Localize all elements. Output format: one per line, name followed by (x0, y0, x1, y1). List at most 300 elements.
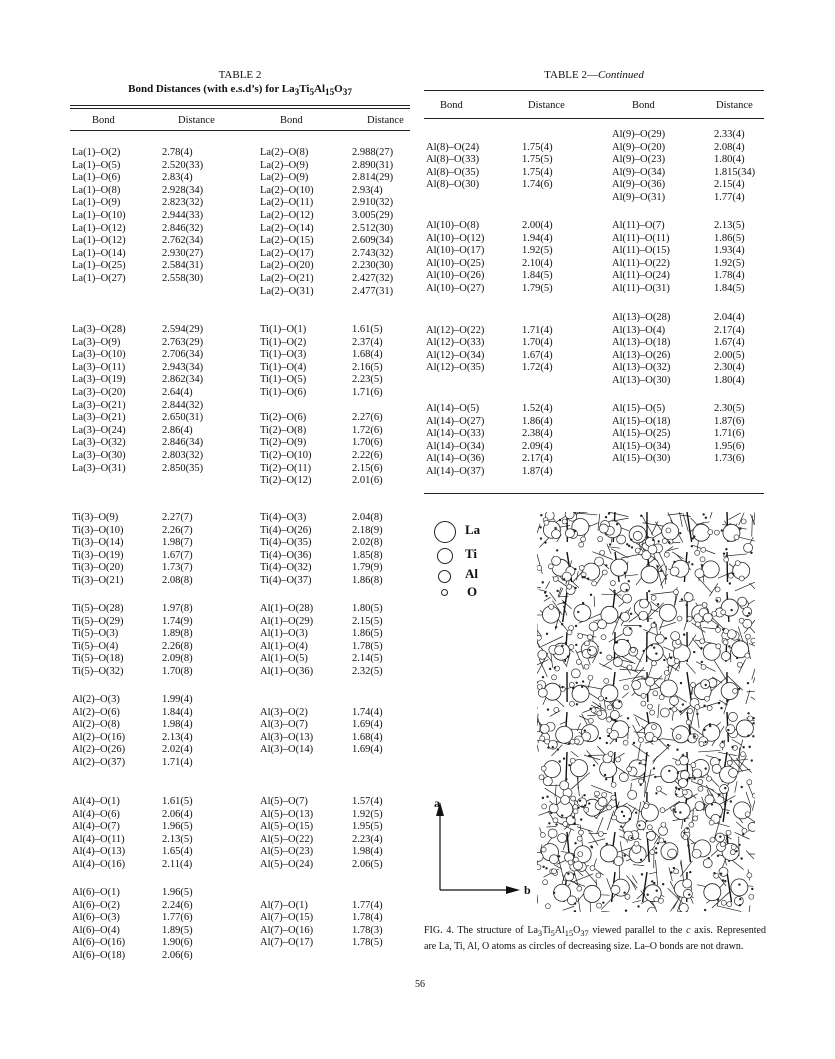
bond-cell: La(3)–O(24) (72, 424, 126, 436)
bond-cell: Al(10)–O(17) (426, 245, 485, 257)
distance-cell: 2.06(4) (162, 808, 193, 820)
bond-cell: Al(12)–O(34) (426, 349, 485, 361)
distance-cell: 1.77(6) (162, 912, 193, 924)
distance-cell: 1.74(4) (352, 706, 383, 718)
bond-cell: La(1)–O(12) (72, 222, 126, 234)
distance-cell: 2.814(29) (352, 172, 394, 184)
distance-cell: 1.67(7) (162, 549, 193, 561)
table-rule (424, 118, 764, 119)
bond-cell: Al(5)–O(13) (260, 808, 314, 820)
distance-cell: 2.83(4) (162, 172, 193, 184)
right-title-italic: Continued (597, 69, 644, 81)
distance-cell: 2.844(32) (162, 399, 204, 411)
bond-cell: Al(1)–O(28) (260, 603, 314, 614)
bond-cell: Ti(4)–O(37) (260, 575, 312, 586)
distance-cell: 2.763(29) (162, 336, 204, 348)
bond-cell: Ti(5)–O(32) (72, 666, 124, 677)
bond-cell: La(2)–O(10) (260, 184, 314, 196)
bond-cell: Ti(3)–O(14) (72, 537, 124, 549)
distance-cell: 1.98(4) (162, 719, 193, 731)
distance-cell: 2.706(34) (162, 349, 204, 361)
distance-cell: 1.71(6) (352, 387, 383, 398)
bond-cell: Al(6)–O(4) (72, 924, 120, 936)
distance-cell: 2.13(4) (162, 731, 193, 743)
distance-cell: 1.52(4) (522, 403, 553, 414)
bond-cell: La(3)–O(11) (72, 361, 126, 373)
distance-cell: 2.17(4) (714, 324, 745, 336)
distance-cell: 1.74(6) (522, 179, 553, 191)
distance-cell: 1.99(4) (162, 694, 193, 705)
formula-el: O (334, 83, 343, 95)
bond-cell: La(1)–O(2) (72, 147, 121, 158)
distance-cell: 2.520(33) (162, 159, 204, 171)
bond-cell: Al(8)–O(35) (426, 166, 480, 178)
bond-cell: La(3)–O(31) (72, 462, 126, 474)
header-bond: Bond (280, 115, 303, 126)
bond-cell: La(3)–O(10) (72, 349, 126, 361)
distance-cell: 2.477(31) (352, 285, 394, 297)
la-circle-icon (434, 521, 456, 543)
bond-cell: Al(8)–O(30) (426, 179, 480, 191)
bond-cell: Ti(3)–O(21) (72, 575, 124, 586)
bond-cell: La(1)–O(25) (72, 260, 126, 272)
bond-cell: La(3)–O(28) (72, 324, 126, 335)
bond-cell: La(3)–O(30) (72, 450, 126, 461)
distance-cell: 2.910(32) (352, 197, 394, 209)
distance-cell: 2.27(7) (162, 512, 193, 523)
bond-cell: Ti(4)–O(26) (260, 524, 312, 536)
distance-cell: 2.762(34) (162, 235, 204, 247)
bond-cell: Al(15)–O(5) (612, 403, 666, 414)
bond-cell: Al(9)–O(34) (612, 166, 666, 178)
bond-cell: La(2)–O(17) (260, 247, 314, 259)
distance-cell: 2.13(5) (162, 833, 193, 845)
distance-cell: 1.78(3) (352, 924, 383, 936)
distance-cell: 2.10(4) (522, 257, 553, 269)
bond-cell: La(3)–O(19) (72, 374, 126, 386)
distance-cell: 1.79(5) (522, 283, 553, 294)
bond-cell: La(2)–O(20) (260, 260, 314, 272)
distance-cell: 2.584(31) (162, 260, 204, 272)
distance-cell: 2.22(6) (352, 450, 383, 461)
distance-cell: 1.85(8) (352, 549, 383, 561)
distance-cell: 1.77(4) (714, 192, 745, 203)
bond-cell: Al(10)–O(12) (426, 232, 485, 244)
distance-cell: 1.86(5) (352, 628, 383, 640)
bond-cell: Ti(3)–O(20) (72, 562, 124, 574)
formula-sub: 15 (325, 87, 335, 98)
distance-cell: 1.80(4) (714, 154, 745, 166)
distance-cell: 2.93(4) (352, 184, 383, 196)
bond-cell: Al(1)–O(4) (260, 640, 308, 652)
bond-cell: Ti(3)–O(19) (72, 549, 124, 561)
distance-cell: 2.38(4) (522, 428, 553, 440)
distance-cell: 2.64(4) (162, 387, 193, 398)
bond-cell: Ti(4)–O(3) (260, 512, 307, 523)
bond-cell: Al(12)–O(22) (426, 324, 485, 336)
bond-cell: Ti(2)–O(11) (260, 462, 312, 474)
distance-cell: 2.743(32) (352, 247, 394, 259)
bond-cell: Al(5)–O(23) (260, 846, 314, 858)
bond-cell: Al(9)–O(36) (612, 179, 666, 191)
distance-cell: 1.95(6) (714, 440, 745, 452)
distance-cell: 1.73(7) (162, 562, 193, 574)
distance-cell: 1.89(8) (162, 628, 193, 640)
bond-cell: Al(8)–O(24) (426, 141, 480, 153)
distance-cell: 2.943(34) (162, 361, 204, 373)
distance-cell: 1.70(6) (352, 437, 383, 449)
table-rule (70, 130, 410, 131)
distance-cell: 1.84(5) (522, 270, 553, 282)
distance-cell: 2.00(5) (714, 349, 745, 361)
formula-sub: 3 (294, 87, 300, 98)
distance-cell: 2.846(32) (162, 222, 204, 234)
distance-cell: 1.78(5) (352, 640, 383, 652)
bond-cell: La(1)–O(8) (72, 184, 121, 196)
bond-cell: La(1)–O(6) (72, 172, 121, 184)
subtitle-prefix: Bond Distances (with e.s.d’s) for La (128, 83, 295, 95)
distance-cell: 2.26(8) (162, 640, 193, 652)
bond-cell: Al(10)–O(27) (426, 283, 485, 294)
distance-cell: 2.988(27) (352, 147, 394, 158)
distance-cell: 2.823(32) (162, 197, 204, 209)
distance-cell: 1.92(5) (522, 245, 553, 257)
bond-cell: Ti(1)–O(5) (260, 374, 307, 386)
distance-cell: 2.17(4) (522, 453, 553, 465)
legend-al: Al (465, 566, 478, 581)
distance-cell: 1.75(5) (522, 154, 553, 166)
bond-cell: Al(6)–O(16) (72, 937, 126, 949)
distance-cell: 1.57(4) (352, 796, 383, 807)
distance-cell: 1.87(6) (714, 415, 745, 427)
distance-cell: 1.71(4) (162, 757, 193, 768)
distance-cell: 1.97(8) (162, 603, 193, 614)
distance-cell: 2.18(9) (352, 524, 383, 536)
bond-cell: La(2)–O(31) (260, 285, 314, 297)
bond-cell: Ti(5)–O(18) (72, 653, 124, 665)
distance-cell: 1.95(5) (352, 821, 383, 833)
distance-cell: 2.86(4) (162, 424, 193, 436)
bond-cell: Ti(2)–O(8) (260, 424, 307, 436)
axis-a-label: a (434, 796, 440, 810)
bond-cell: Ti(2)–O(10) (260, 450, 312, 461)
bond-cell: Ti(5)–O(28) (72, 603, 124, 614)
bond-cell: Al(2)–O(8) (72, 719, 120, 731)
legend-la: La (465, 522, 481, 537)
bond-cell: Ti(1)–O(4) (260, 361, 307, 373)
distance-cell: 1.93(4) (714, 245, 745, 257)
bond-cell: Al(10)–O(26) (426, 270, 485, 282)
distance-cell: 1.74(9) (162, 615, 193, 627)
distance-cell: 1.80(4) (714, 375, 745, 386)
bond-cell: Al(9)–O(23) (612, 154, 666, 166)
header-distance: Distance (367, 115, 404, 126)
bond-cell: La(1)–O(9) (72, 197, 121, 209)
distance-cell: 2.803(32) (162, 450, 204, 461)
distance-cell: 1.86(8) (352, 575, 383, 586)
left-table-subtitle (70, 83, 410, 97)
distance-cell: 2.02(8) (352, 537, 383, 549)
distance-cell: 1.80(5) (352, 603, 383, 614)
distance-cell: 2.78(4) (162, 147, 193, 158)
bond-cell: Al(4)–O(1) (72, 796, 120, 807)
distance-cell: 1.78(4) (714, 270, 745, 282)
bond-cell: Al(4)–O(13) (72, 846, 126, 858)
table-rule (70, 105, 410, 106)
distance-cell: 1.84(5) (714, 283, 745, 294)
header-distance: Distance (528, 100, 565, 111)
caption-sub: 5 (550, 929, 555, 938)
bond-cell: Al(2)–O(26) (72, 744, 126, 756)
distance-cell: 2.890(31) (352, 159, 394, 171)
distance-cell: 2.862(34) (162, 374, 204, 386)
crystal-structure-image (537, 512, 755, 912)
bond-cell: Al(11)–O(11) (612, 232, 670, 244)
header-bond: Bond (632, 100, 655, 111)
distance-cell: 1.92(5) (714, 257, 745, 269)
distance-cell: 2.427(32) (352, 273, 394, 284)
distance-cell: 1.94(4) (522, 232, 553, 244)
caption-sub: 3 (537, 929, 543, 938)
distance-cell: 2.14(5) (352, 653, 383, 665)
distance-cell: 1.68(4) (352, 731, 383, 743)
bond-cell: Ti(5)–O(4) (72, 640, 119, 652)
legend-o: O (467, 584, 478, 599)
bond-cell: La(2)–O(12) (260, 210, 314, 221)
distance-cell: 2.26(7) (162, 524, 193, 536)
distance-cell: 2.609(34) (352, 235, 394, 247)
bond-cell: Ti(1)–O(6) (260, 387, 307, 398)
bond-cell: Al(13)–O(26) (612, 349, 671, 361)
bond-cell: Al(6)–O(3) (72, 912, 120, 924)
distance-cell: 2.13(5) (714, 220, 745, 231)
distance-cell: 2.04(8) (352, 512, 383, 523)
distance-cell: 2.512(30) (352, 222, 394, 234)
caption-italic: c (686, 925, 691, 936)
bond-cell: Ti(1)–O(3) (260, 349, 307, 361)
formula-el: Al (314, 83, 326, 95)
bond-cell: La(1)–O(12) (72, 235, 126, 247)
distance-cell: 2.15(6) (352, 462, 383, 474)
bond-cell: Ti(4)–O(36) (260, 549, 312, 561)
right-table-title (424, 69, 764, 81)
bond-cell: Al(2)–O(3) (72, 694, 120, 705)
bond-cell: Al(2)–O(37) (72, 757, 126, 768)
table-rule (424, 90, 764, 91)
distance-cell: 2.944(33) (162, 210, 204, 221)
distance-cell: 1.69(4) (352, 719, 383, 731)
bond-cell: Al(5)–O(22) (260, 833, 314, 845)
caption-text: FIG. 4. The structure of La (424, 925, 538, 936)
table-rule (70, 108, 410, 109)
distance-cell: 2.27(6) (352, 412, 383, 424)
distance-cell: 2.08(8) (162, 575, 193, 586)
distance-cell: 2.23(5) (352, 374, 383, 386)
distance-cell: 1.96(5) (162, 821, 193, 833)
bond-cell: Ti(5)–O(29) (72, 615, 124, 627)
formula-el: Ti (299, 83, 310, 95)
al-circle-icon (438, 570, 451, 583)
bond-cell: Al(1)–O(5) (260, 653, 308, 665)
header-distance: Distance (716, 100, 753, 111)
bond-cell: Al(12)–O(33) (426, 337, 485, 349)
bond-cell: Al(13)–O(4) (612, 324, 666, 336)
bond-cell: Al(6)–O(1) (72, 887, 120, 898)
bond-cell: Al(7)–O(1) (260, 899, 308, 911)
bond-cell: Al(14)–O(37) (426, 466, 485, 477)
distance-cell: 1.78(5) (352, 937, 383, 949)
left-table-title: TABLE 2 (218, 69, 262, 81)
bond-cell: La(1)–O(10) (72, 210, 126, 221)
distance-cell: 1.98(7) (162, 537, 193, 549)
distance-cell: 2.08(4) (714, 141, 745, 153)
distance-cell: 2.11(4) (162, 859, 193, 870)
distance-cell: 1.69(4) (352, 744, 383, 756)
bond-cell: Al(1)–O(36) (260, 666, 314, 677)
bond-cell: La(1)–O(14) (72, 247, 126, 259)
bond-cell: Al(7)–O(16) (260, 924, 314, 936)
bond-cell: Al(13)–O(32) (612, 362, 671, 374)
bond-cell: Al(6)–O(18) (72, 950, 126, 961)
distance-cell: 2.930(27) (162, 247, 204, 259)
bond-cell: Al(9)–O(29) (612, 129, 666, 140)
caption-el: Ti (542, 925, 551, 936)
distance-cell: 1.84(4) (162, 706, 193, 718)
distance-cell: 2.30(5) (714, 403, 745, 414)
figure-caption (424, 924, 766, 953)
legend-ti: Ti (465, 546, 478, 561)
bond-cell: Al(14)–O(33) (426, 428, 485, 440)
bond-cell: Al(10)–O(25) (426, 257, 485, 269)
bond-cell: La(2)–O(14) (260, 222, 314, 234)
ti-circle-icon (437, 548, 453, 564)
distance-cell: 1.78(4) (352, 912, 383, 924)
bond-cell: Al(15)–O(18) (612, 415, 671, 427)
distance-cell: 2.16(5) (352, 361, 383, 373)
bond-cell: Al(3)–O(13) (260, 731, 314, 743)
bond-cell: Ti(2)–O(12) (260, 475, 312, 487)
bond-cell: Al(7)–O(15) (260, 912, 314, 924)
distance-cell: 2.04(4) (714, 312, 745, 323)
bond-cell: Al(5)–O(15) (260, 821, 314, 833)
header-distance: Distance (178, 115, 215, 126)
bond-cell: La(3)–O(21) (72, 412, 126, 424)
bond-cell: Al(1)–O(3) (260, 628, 308, 640)
distance-cell: 2.15(4) (714, 179, 745, 191)
axes-arrows-icon (430, 790, 530, 900)
bond-cell: Al(11)–O(24) (612, 270, 670, 282)
bond-cell: La(3)–O(9) (72, 336, 121, 348)
distance-cell: 2.230(30) (352, 260, 394, 272)
bond-cell: Al(5)–O(24) (260, 859, 314, 870)
distance-cell: 2.09(8) (162, 653, 193, 665)
distance-cell: 1.67(4) (714, 337, 745, 349)
bond-cell: Al(13)–O(30) (612, 375, 671, 386)
o-circle-icon (441, 589, 448, 596)
distance-cell: 1.92(5) (352, 808, 383, 820)
bond-cell: Al(12)–O(35) (426, 362, 485, 374)
bond-cell: Al(14)–O(27) (426, 415, 485, 427)
bond-cell: Al(10)–O(8) (426, 220, 480, 231)
distance-cell: 2.558(30) (162, 273, 204, 284)
bond-cell: La(3)–O(21) (72, 399, 126, 411)
distance-cell: 1.89(5) (162, 924, 193, 936)
distance-cell: 1.79(9) (352, 562, 383, 574)
bond-cell: La(2)–O(11) (260, 197, 314, 209)
distance-cell: 1.72(4) (522, 362, 553, 374)
distance-cell: 1.71(4) (522, 324, 553, 336)
bond-cell: Ti(1)–O(2) (260, 336, 307, 348)
distance-cell: 1.61(5) (352, 324, 383, 335)
page-number: 56 (415, 979, 425, 990)
distance-cell: 1.86(4) (522, 415, 553, 427)
bond-cell: Al(14)–O(34) (426, 440, 485, 452)
bond-cell: La(3)–O(32) (72, 437, 126, 449)
distance-cell: 2.06(6) (162, 950, 193, 961)
bond-cell: Al(8)–O(33) (426, 154, 480, 166)
distance-cell: 1.77(4) (352, 899, 383, 911)
distance-cell: 1.90(6) (162, 937, 193, 949)
distance-cell: 2.01(6) (352, 475, 383, 487)
distance-cell: 2.33(4) (714, 129, 745, 140)
header-bond: Bond (92, 115, 115, 126)
bond-cell: Al(4)–O(11) (72, 833, 125, 845)
distance-cell: 1.815(34) (714, 166, 756, 178)
distance-cell: 1.70(4) (522, 337, 553, 349)
formula-sub: 5 (309, 87, 315, 98)
distance-cell: 1.71(6) (714, 428, 745, 440)
bond-cell: Al(3)–O(14) (260, 744, 314, 756)
caption-text: axis. Represented are La, Ti, Al, O atoms as circles of decreasing size. La–O bonds are not drawn. (424, 925, 766, 952)
caption-el: Al (554, 925, 565, 936)
bond-cell: La(2)–O(21) (260, 273, 314, 284)
bond-cell: Al(4)–O(7) (72, 821, 120, 833)
caption-sub: 15 (564, 929, 574, 938)
distance-cell: 1.68(4) (352, 349, 383, 361)
distance-cell: 1.86(5) (714, 232, 745, 244)
distance-cell: 2.30(4) (714, 362, 745, 374)
bond-cell: Al(11)–O(15) (612, 245, 670, 257)
distance-cell: 2.594(29) (162, 324, 204, 335)
bond-cell: Ti(3)–O(9) (72, 512, 119, 523)
distance-cell: 1.70(8) (162, 666, 193, 677)
distance-cell: 1.87(4) (522, 466, 553, 477)
distance-cell: 2.09(4) (522, 440, 553, 452)
bond-cell: Al(9)–O(31) (612, 192, 666, 203)
bond-cell: Al(14)–O(36) (426, 453, 485, 465)
bond-cell: Al(2)–O(6) (72, 706, 120, 718)
bond-cell: Al(3)–O(7) (260, 719, 308, 731)
bond-cell: Ti(1)–O(1) (260, 324, 307, 335)
bond-cell: Al(13)–O(28) (612, 312, 671, 323)
bond-cell: Ti(3)–O(10) (72, 524, 124, 536)
bond-cell: Ti(2)–O(9) (260, 437, 307, 449)
caption-text: viewed parallel to the (588, 925, 687, 936)
bond-cell: Al(4)–O(16) (72, 859, 126, 870)
axis-b-label: b (524, 883, 531, 897)
bond-cell: Al(4)–O(6) (72, 808, 120, 820)
bond-cell: La(1)–O(5) (72, 159, 121, 171)
caption-sub: 37 (580, 929, 589, 938)
header-bond: Bond (440, 100, 463, 111)
distance-cell: 1.67(4) (522, 349, 553, 361)
distance-cell: 2.02(4) (162, 744, 193, 756)
bond-cell: Al(1)–O(29) (260, 615, 314, 627)
right-title-text: TABLE 2— (544, 69, 598, 81)
distance-cell: 2.23(4) (352, 833, 383, 845)
distance-cell: 1.75(4) (522, 141, 553, 153)
bond-cell: Al(7)–O(17) (260, 937, 314, 949)
